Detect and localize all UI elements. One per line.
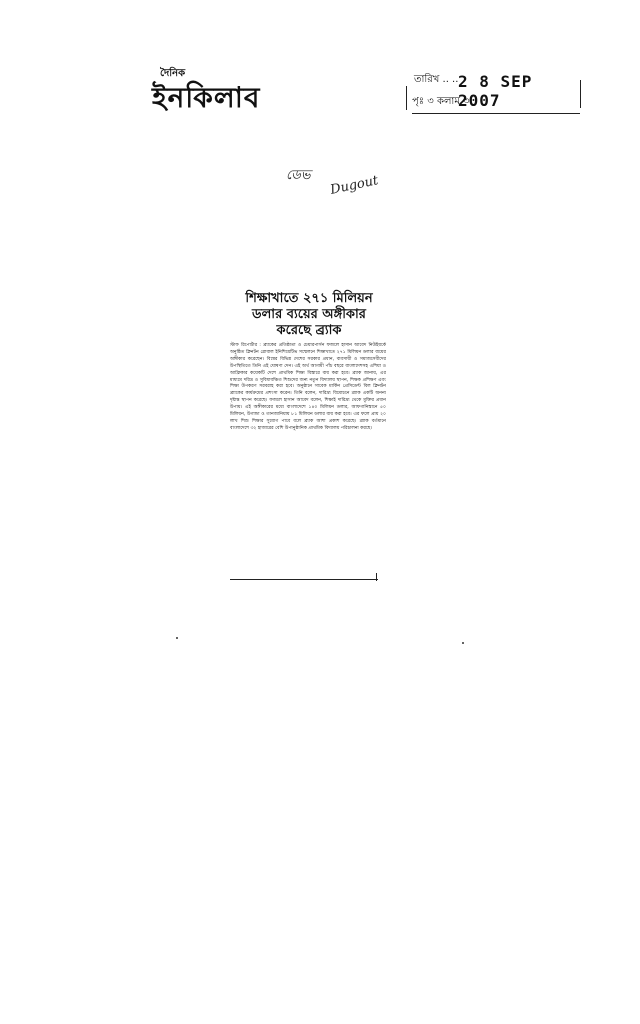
stamp-date: 2 8 SEP 2007 xyxy=(458,72,533,110)
article-body: স্টাফ রিপোর্টার : ব্র্যাকের প্রতিষ্ঠাতা ও চেয়ারপার্সন ফজলে হাসান আবেদ নিউইয়র্কে অনুষ্ঠিত ক্লিনটন গ্লোবাল ইনিশিয়েটিভ সম্মেলনে শিক্ষাখাতে ২৭১ মিলিয়ন ডলার ব্যয়ের অঙ্গীকার করেছেন। বিশ্বের বিভিন্ন দেশের সরকার প্রধান, ব্যবসায়ী ও সমাজসেবীদের উপস্থিতিতে তিনি এই ঘোষণা দেন। এই অর্থ আগামী পাঁচ বছরে বাংলাদেশসহ এশিয়া ও আফ্রিকার কয়েকটি দেশে প্রাথমিক শিক্ষা বিস্তারে ব্যয় করা হবে। ব্র্যাক জানায়, এর মাধ্যমে দরিদ্র ও সুবিধাবঞ্চিত শিশুদের জন্য নতুন বিদ্যালয় স্থাপন, শিক্ষক প্রশিক্ষণ এবং শিক্ষা উপকরণ সরবরাহ করা হবে। অনুষ্ঠানে সাবেক মার্কিন প্রেসিডেন্ট বিল ক্লিনটন ব্র্যাকের কার্যক্রমের প্রশংসা করেন। তিনি বলেন, দারিদ্র্য বিমোচনে ব্র্যাক একটি অনন্য দৃষ্টান্ত স্থাপন করেছে। ফজলে হাসান আবেদ বলেন, শিক্ষাই দারিদ্র্য থেকে মুক্তির প্রধান উপায়। এই অঙ্গীকারের মধ্যে বাংলাদেশে ১৪০ মিলিয়ন ডলার, আফগানিস্তানে ৫০ মিলিয়ন, উগান্ডা ও তানজানিয়ায় ৮১ মিলিয়ন ডলার ব্যয় করা হবে। এর ফলে প্রায় ২০ লাখ শিশু শিক্ষার সুযোগ পাবে বলে ব্র্যাক আশা প্রকাশ করেছে। ব্র্যাক বর্তমানে বাংলাদেশে ৩২ হাজারের বেশি উপানুষ্ঠানিক প্রাথমিক বিদ্যালয় পরিচালনা করছে। xyxy=(230,343,386,431)
stamp-page-column: পৃঃ ৩ কলাম ৩ xyxy=(412,94,580,114)
handwritten-note: ডেভ xyxy=(286,168,311,183)
date-stamp xyxy=(406,72,582,112)
handwritten-signature: Dugout xyxy=(328,173,380,198)
stamp-date-label: তারিখ .. .. xyxy=(414,74,459,85)
article-headline: শিক্ষাখাতে ২৭১ মিলিয়ন ডলার ব্যয়ের অঙ্গীকার করেছে ব্র্যাক xyxy=(245,291,373,338)
stamp-right-border xyxy=(580,80,581,108)
newspaper-clipping xyxy=(228,283,388,593)
speck xyxy=(462,642,464,644)
clipping-corner-mark xyxy=(376,573,377,581)
clipping-bottom-rule xyxy=(230,579,378,580)
stamp-left-border xyxy=(406,86,407,110)
speck xyxy=(176,637,178,639)
masthead-label: দৈনিক xyxy=(160,68,186,79)
newspaper-title: ইনকিলাব xyxy=(152,81,261,114)
